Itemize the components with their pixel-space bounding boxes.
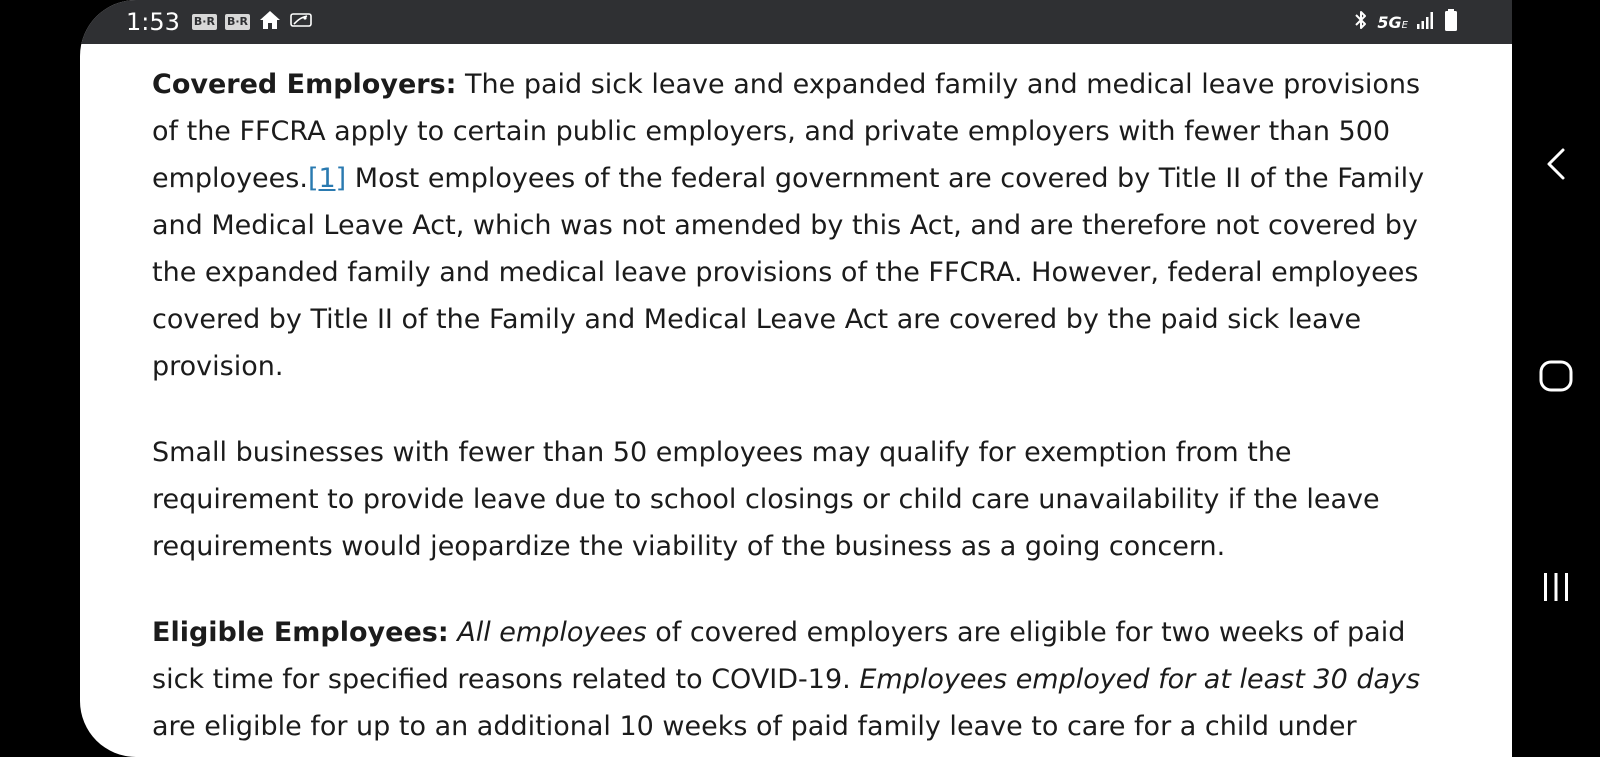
recents-icon — [1540, 569, 1572, 605]
eligible-employees-label: Eligible Employees: — [152, 617, 449, 648]
back-icon — [1543, 146, 1569, 182]
br-notification-icon: B·R — [226, 15, 248, 28]
paragraph-text: of covered employers are eligible for two weeks of paid sick time for specified reasons related to COVID-19. — [152, 617, 1406, 695]
covered-employers-paragraph — [152, 61, 1452, 390]
navigation-bar — [1512, 0, 1600, 757]
recents-button[interactable] — [1528, 559, 1584, 615]
signal-icon — [1416, 10, 1436, 35]
mlb-icon — [290, 12, 312, 33]
emphasis-text: All employees — [457, 617, 647, 648]
eligible-employees-paragraph — [152, 609, 1452, 750]
status-right — [1353, 0, 1458, 44]
paragraph-text: The paid sick leave and expanded family and medical leave provisions of the FFCRA apply to certain public employers, and private employers with fewer than 500 employees. — [152, 69, 1421, 194]
paragraph-text: Most employees of the federal government are covered by Title II of the Family and Medical Leave Act, which was not amended by this Act, and are therefore not covered by the expanded family and medical leave provisions of the FFCRA. However, federal employees covered by Title II of the Family and Medical Leave Act are covered by the paid sick leave provision. — [152, 163, 1425, 382]
home-icon — [258, 9, 282, 36]
phone-screen — [80, 0, 1512, 757]
status-left — [126, 0, 312, 44]
article-body — [152, 61, 1452, 757]
network-suffix: E — [1401, 19, 1408, 31]
network-type — [1377, 13, 1408, 32]
status-bar — [80, 0, 1512, 44]
network-label: 5G — [1377, 12, 1402, 32]
home-circle-icon — [1538, 358, 1574, 394]
footnote-link[interactable]: [1] — [307, 163, 347, 194]
emphasis-text: Employees employed for at least 30 days — [859, 664, 1421, 695]
bluetooth-icon — [1353, 9, 1369, 36]
br-notification-icon: B·R — [193, 15, 215, 28]
back-button[interactable] — [1528, 136, 1584, 192]
status-time: 1:53 — [126, 8, 180, 36]
covered-employers-label: Covered Employers: — [152, 69, 457, 100]
small-businesses-paragraph: Small businesses with fewer than 50 employees may qualify for exemption from the requirement to provide leave due to school closings or child care unavailability if the leave requirements would jeopardize the viability of the business as a going concern. — [152, 437, 1380, 562]
home-button[interactable] — [1528, 348, 1584, 404]
paragraph-text: are eligible for up to an additional 10 weeks of paid family leave to care for a child under — [152, 711, 1357, 742]
battery-icon — [1444, 8, 1458, 37]
